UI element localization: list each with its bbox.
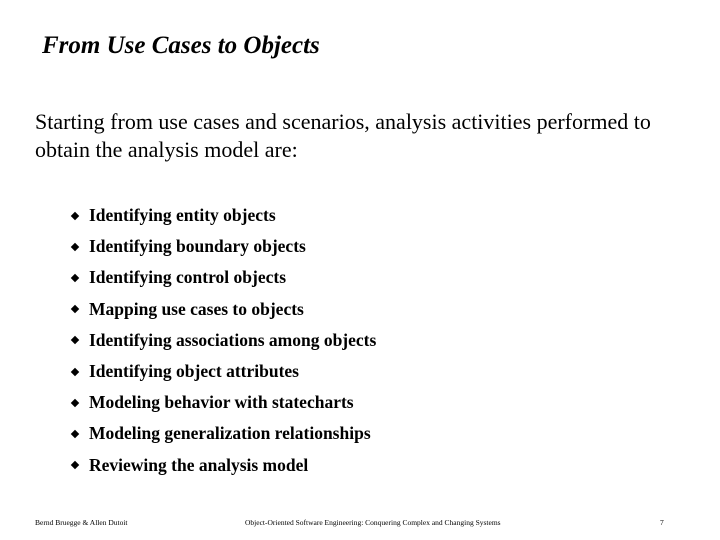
diamond-bullet-icon	[71, 305, 79, 313]
diamond-bullet-icon	[71, 367, 79, 375]
bullet-text: Identifying control objects	[89, 267, 287, 288]
list-item	[70, 200, 376, 231]
diamond-bullet-icon	[71, 336, 79, 344]
diamond-bullet-icon	[71, 398, 79, 406]
list-item	[70, 262, 376, 293]
bullet-text: Modeling behavior with statecharts	[89, 392, 354, 413]
list-item	[70, 325, 376, 356]
bullet-text: Identifying entity objects	[89, 205, 276, 226]
diamond-bullet-icon	[71, 274, 79, 282]
diamond-bullet-icon	[71, 243, 79, 251]
diamond-bullet-icon	[71, 430, 79, 438]
diamond-bullet-icon	[71, 211, 79, 219]
bullet-text: Identifying associations among objects	[89, 329, 377, 350]
footer-book-title: Object-Oriented Software Engineering: Conquering Complex and Changing Systems	[245, 518, 501, 527]
footer-authors: Bernd Bruegge & Allen Dutoit	[35, 518, 128, 527]
diamond-bullet-icon	[71, 461, 79, 469]
bullet-list	[70, 200, 376, 481]
list-item	[70, 356, 376, 387]
slide-title: From Use Cases to Objects	[42, 32, 320, 59]
list-item	[70, 450, 376, 481]
bullet-text: Mapping use cases to objects	[89, 298, 304, 319]
footer-page-number: 7	[660, 518, 664, 527]
bullet-text: Identifying object attributes	[89, 361, 299, 382]
list-item	[70, 231, 376, 262]
list-item	[70, 418, 376, 449]
list-item	[70, 387, 376, 418]
bullet-text: Identifying boundary objects	[89, 236, 306, 257]
list-item	[70, 294, 376, 325]
bullet-text: Reviewing the analysis model	[89, 454, 309, 475]
intro-paragraph: Starting from use cases and scenarios, analysis activities performed to obtain the analysis model are:	[35, 109, 651, 162]
bullet-text: Modeling generalization relationships	[89, 423, 371, 444]
